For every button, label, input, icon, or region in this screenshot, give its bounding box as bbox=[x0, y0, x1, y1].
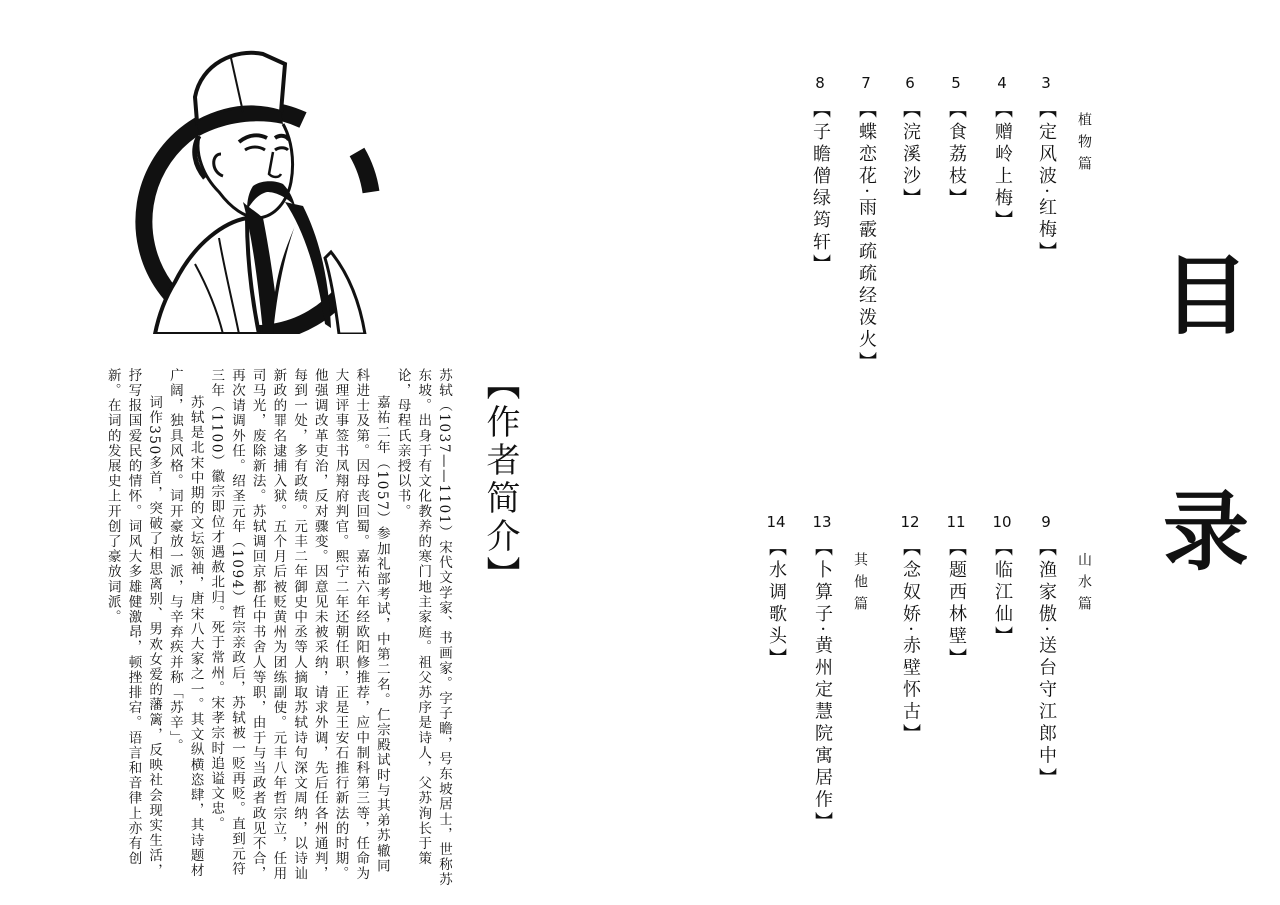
category-other: 其他篇 bbox=[852, 552, 868, 618]
toc-title: 目录 bbox=[1148, 250, 1249, 722]
toc-entry[interactable]: 【临江仙】 bbox=[992, 538, 1013, 648]
toc-entry[interactable]: 【念奴娇·赤壁怀古】 bbox=[900, 538, 921, 746]
toc-entry[interactable]: 【食荔枝】 bbox=[946, 100, 967, 210]
toc-entry[interactable]: 【子瞻僧绿筠轩】 bbox=[810, 100, 831, 276]
category-plants: 植物篇 bbox=[1076, 112, 1092, 178]
toc-page-number: 14 bbox=[766, 513, 786, 531]
toc-entry[interactable]: 【水调歌头】 bbox=[766, 538, 787, 670]
toc-page-number: 11 bbox=[946, 513, 966, 531]
toc-entry[interactable]: 【卜算子·黄州定慧院寓居作】 bbox=[812, 538, 833, 834]
toc-page-number: 6 bbox=[905, 74, 915, 92]
toc-entry[interactable]: 【蝶恋花·雨霰疏疏经泼火】 bbox=[856, 100, 877, 374]
toc-page-number: 10 bbox=[992, 513, 1012, 531]
toc-page-number: 4 bbox=[997, 74, 1007, 92]
toc-page-number: 8 bbox=[815, 74, 825, 92]
toc-entry[interactable]: 【浣溪沙】 bbox=[900, 100, 921, 210]
toc-page-number: 5 bbox=[951, 74, 961, 92]
category-landscape: 山水篇 bbox=[1076, 552, 1092, 618]
author-biography bbox=[40, 368, 454, 888]
author-intro-heading: 【作者简介】 bbox=[480, 366, 520, 594]
toc-entry[interactable]: 【赠岭上梅】 bbox=[992, 100, 1013, 232]
toc-page-number: 9 bbox=[1041, 513, 1051, 531]
toc-entry[interactable]: 【渔家傲·送台守江郎中】 bbox=[1036, 538, 1057, 790]
bio-paragraph-3: 词作350多首，突破了相思离别、男欢女爱的藩篱，反映社会现实生活，抒写报国爱民的情怀。词风大多雄健激昂，顿挫排宕。语言和音律上亦有创新。在词的发展史上开创了豪放词派。 bbox=[104, 368, 163, 879]
toc-page-number: 3 bbox=[1041, 74, 1051, 92]
bio-paragraph-2: 苏轼是北宋中期的文坛领袖，唐宋八大家之一。其文纵横恣肆，其诗题材广阔，独具风格。词开豪放一派，与辛弃疾并称「苏辛」。 bbox=[166, 368, 204, 879]
author-portrait bbox=[135, 42, 385, 334]
toc-page-number: 13 bbox=[812, 513, 832, 531]
toc-entry[interactable]: 【定风波·红梅】 bbox=[1036, 100, 1057, 264]
toc-page-number: 12 bbox=[900, 513, 920, 531]
toc-page-number: 7 bbox=[861, 74, 871, 92]
toc-entry[interactable]: 【题西林壁】 bbox=[946, 538, 967, 670]
bio-paragraph-1: 嘉祐二年（1057）参加礼部考试，中第二名。仁宗殿试时与其弟苏辙同科进士及第。因母丧回蜀。嘉祐六年经欧阳修推荐，应中制科第三等，任命为大理评事签书凤翔府判官。熙宁二年还朝任职，正是王安石推行新法的时期。他强调改革吏治，反对骤变。因意见未被采纳，请求外调，先后任各州通判，每到一处，多有政绩。元丰二年御史中丞等人摘取苏轼诗句深文周纳，以诗讪新政的罪名逮捕入狱。五个月后被贬黄州为团练副使。元丰八年哲宗立，任用司马光，废除新法。苏轼调回京都任中书舍人等职，由于与当政者政见不合，再次请调外任。绍圣元年（1094）哲宗亲政后，苏轼被一贬再贬。直到元符三年（1100）徽宗即位才遇赦北归。死于常州。宋孝宗时追谥文忠。 bbox=[208, 368, 390, 882]
bio-intro: 苏轼（1037——1101）宋代文学家、书画家。字子瞻，号东坡居士，世称苏东坡。出身于有文化教养的寒门地主家庭。祖父苏序是诗人，父苏洵长于策论，母程氏亲授以书。 bbox=[394, 368, 452, 888]
